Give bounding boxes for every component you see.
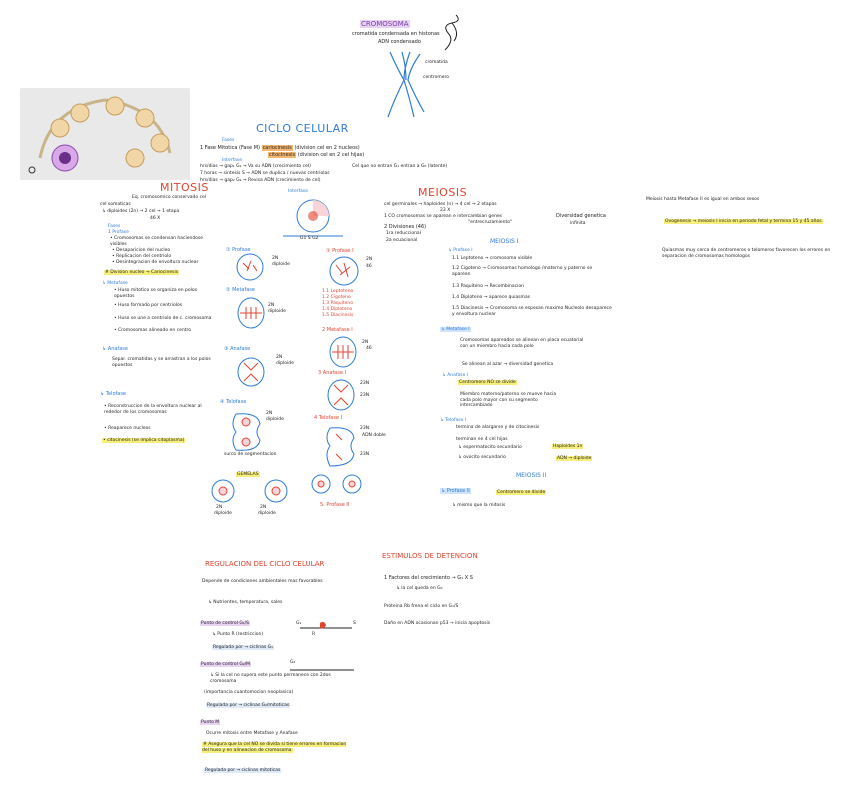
meiosis-l2d: infinita bbox=[570, 221, 586, 226]
mit-anafase-cell bbox=[236, 357, 266, 387]
diagram-g1-label: G₁ bbox=[296, 621, 302, 626]
regulacion-pc1: Punto de control G₁/S bbox=[201, 621, 250, 626]
diagram-s-label: S bbox=[353, 621, 356, 626]
mit-metafase-diploide: diploide bbox=[268, 309, 286, 314]
mitosis-p5: # Division nucleo → Cariocinesis bbox=[105, 270, 179, 275]
ciclo-citocinesis: citocinesis (division cel en 2 cel hijas) bbox=[269, 152, 365, 158]
mei-telofase1-23n: 23N bbox=[360, 426, 370, 431]
regulacion-pma: Ocurre mitosis entre Metafase y Anafase bbox=[206, 731, 298, 736]
meiosis-pro2b: Centromero se divide bbox=[497, 490, 546, 495]
mit-metafase-cell bbox=[236, 297, 266, 329]
ciclo-g0: Cel que no entran G₁ entran a G₀ (latente) bbox=[352, 164, 448, 169]
meiosis-te1: termina de alargarse y de citocinesis bbox=[456, 425, 540, 430]
g1-s-diagram bbox=[296, 620, 356, 640]
mit-telofase-label: ④ Telofase bbox=[220, 399, 247, 405]
mei-leptoteno: 1.1 Leptoteno bbox=[322, 289, 354, 294]
mitosis-l4: 46 X bbox=[150, 216, 161, 221]
meiosis-l3c: 2a ecuacional bbox=[386, 238, 418, 243]
centromero-label: centromero bbox=[423, 75, 450, 80]
daughter-cells-drawing bbox=[210, 478, 292, 504]
mei-anafase1-23n-b: 23N bbox=[360, 393, 370, 398]
mitosis-telofase: ↳ Telofase bbox=[100, 391, 127, 397]
regulacion-pc1b: Regulada por → ciclinas G₁ bbox=[213, 645, 273, 650]
mitosis-anafase: ↳ Anafase bbox=[102, 346, 128, 352]
mitosis-t1: • Reconstruccion de la envoltura nuclear al rededor de los cromosomas bbox=[104, 404, 202, 415]
cromosoma-line2: ADN condensado bbox=[378, 39, 421, 45]
mit-profase-2n: 2N bbox=[272, 256, 279, 261]
mitosis-l1: Eq. cromosomico conservado cel bbox=[132, 195, 207, 200]
cromosoma-title: CROMOSOMA bbox=[361, 20, 409, 28]
meiosis-te6: ADN → diploide bbox=[557, 456, 592, 461]
mit-profase-cell bbox=[235, 253, 265, 281]
regulacion-pm: Punto M bbox=[201, 720, 220, 725]
meiosis-pro1: ↳ Profase I bbox=[448, 248, 473, 253]
meiosis-l3b: 1ra reduccional bbox=[386, 231, 421, 236]
meiosis-an2: Miembro materno/paterno se mueve hacia cada polo mayor con su segmento intercambiado bbox=[460, 392, 557, 408]
mit-metafase-label: ② Metafase bbox=[226, 287, 255, 293]
mit-anafase-diploide: diploide bbox=[276, 361, 294, 366]
mei-telofase1-23n-b: 23N bbox=[360, 452, 370, 457]
dna-coil-drawing bbox=[440, 15, 470, 55]
daughter1-2n: 2N bbox=[216, 505, 223, 510]
estimulos-l3: Daño en ADN ocasionan p53 → inicia apoptosis bbox=[384, 621, 491, 626]
meiosis-me2: Se alinean al azar → diversidad genetica bbox=[462, 362, 554, 367]
meiosis-pro2c: ↳ mismo que la mitosis bbox=[452, 503, 506, 508]
regulacion-l2: ↳ Nutrientes, temperatura, sales bbox=[208, 600, 283, 605]
mei-profase1-46: 46 bbox=[366, 264, 372, 269]
meiosis-pr12: 1.2 Cigoteno → Cromosomas homologo /materno y paterno se aparean bbox=[452, 266, 593, 277]
meiosis-l1b: 23 X bbox=[440, 208, 451, 213]
meiosis-me1: Cromosomas apareados se alinean en placa ecuatorial con un miembro hacia cada polo bbox=[460, 338, 584, 349]
meiosis-l2b: "entrecruzamiento" bbox=[468, 220, 513, 225]
meiosis-telo1: ↳ Telofase I bbox=[440, 418, 467, 423]
regulacion-pc2c: Regulada por → ciclinas G₂/mitoticas bbox=[207, 703, 290, 708]
cromatida-label: cromatida bbox=[425, 60, 448, 65]
mit-telofase-cell bbox=[228, 410, 268, 454]
mei-profase1-label: ① Profase I bbox=[326, 248, 354, 254]
regulacion-pc1a: ↳ Punto R (restriccion) bbox=[212, 632, 264, 637]
cell-cycle-photo-drawing bbox=[20, 88, 190, 180]
mei-anafase1-23n-a: 23N bbox=[360, 381, 370, 386]
meiosis-meta1: ↳ Metafase I bbox=[441, 327, 470, 332]
mei-profase1-2n: 2N bbox=[366, 257, 373, 262]
regulacion-l1: Depende de condiciones ambientales mas favorables bbox=[202, 579, 323, 584]
mitosis-m2: • Huso formado por centriolos bbox=[114, 303, 183, 308]
meiosis-pr11: 1.1 Leptoteno → cromosoma visible bbox=[452, 256, 533, 261]
regulacion-pc2a: ↳ Si la cel no supera este punto permanece con 2dos cromosoma bbox=[210, 673, 331, 684]
meiosis-title: MEIOSIS bbox=[418, 186, 468, 199]
mitosis-m4: • Cromosomas alineado en centro bbox=[114, 328, 191, 333]
surco-label: surco de segmentacion bbox=[224, 452, 277, 457]
mit-profase-label: ① Profase bbox=[226, 247, 251, 253]
mei-profase1-cell bbox=[326, 255, 362, 287]
mei-metafase1-46: 46 bbox=[366, 346, 372, 351]
meiosis-te4: ↳ ovocito secundario bbox=[458, 455, 506, 460]
meiosis-l2: 1 CO cromosomas se aparean e intercambian genes bbox=[384, 214, 502, 219]
interfase-label: Interfase bbox=[288, 189, 309, 194]
meiosis-pr13: 1.3 Paquiteno → Recombinacion bbox=[452, 284, 524, 289]
diagram-r-label: R bbox=[312, 632, 316, 637]
mit-telofase-diploide: diploide bbox=[266, 417, 284, 422]
mei-metafase1-cell bbox=[328, 336, 358, 368]
meiosis-pro2: ↳ Profase II bbox=[441, 488, 470, 494]
mitosis-p2: • Desaparicion del nucleo bbox=[112, 248, 171, 253]
daughter2-2n: 2N bbox=[260, 505, 267, 510]
mit-anafase-label: ③ Anafase bbox=[224, 346, 251, 352]
cromosoma-line1: cromatida condensada en histonas bbox=[352, 31, 440, 37]
mitosis-t3: • citocinesis (se implica citoplasma) bbox=[103, 438, 185, 443]
mitosis-l3: ↳ diploides (2n) → 2 cel → 1 etapa bbox=[102, 209, 180, 214]
note-right-2: Ovogenesis → meiosis I inicia en periodo fetal y termina 15 y 45 años bbox=[665, 219, 822, 224]
mitosis-fases: Fases bbox=[108, 224, 121, 229]
regulacion-title: REGULACION DEL CICLO CELULAR bbox=[205, 560, 325, 568]
mit-profase-diploide: diploide bbox=[272, 262, 290, 267]
cell-cycle-photo bbox=[20, 88, 190, 180]
mit-anafase-2n: 2N bbox=[276, 355, 283, 360]
mit-telofase-2n: 2N bbox=[266, 411, 273, 416]
daughter1-diploide: diploide bbox=[214, 511, 232, 516]
gemelas-label: GEMELAS bbox=[237, 472, 259, 477]
mei-diacinesis: 1.5 Diacinesis bbox=[322, 313, 354, 318]
regulacion-pmc: Regulada por → ciclinas mitoticas bbox=[205, 768, 281, 773]
ciclo-g1: hrs/dias → gap₁ G₁ → Va su ADN (crecimiento cel) bbox=[200, 164, 311, 169]
meiosis-l2c: Diversidad genetica bbox=[556, 213, 606, 219]
mei-telofase1-adn: ADN doble bbox=[362, 433, 386, 438]
meiosis-pr14: 1.4 Diploteno → aparece quiasmas bbox=[452, 295, 531, 300]
ciclo-title: CICLO CELULAR bbox=[256, 122, 349, 135]
mei-telofase1-cell bbox=[322, 424, 358, 470]
meiosis-te2: terminan en 4 cel hijas bbox=[456, 437, 508, 442]
mitosis-p4: • Desintegracion de envoltura nuclear bbox=[112, 260, 199, 265]
mitosis-a1: Separ. cromatidas y se arrastran a los polos opuestos bbox=[112, 357, 211, 368]
ciclo-interfase: Interfase bbox=[222, 158, 243, 163]
note-right-1: Meiosis hasta Metafase II es igual en ambos sexos bbox=[646, 197, 760, 202]
meiosis-te5: Haploides 1n bbox=[553, 444, 583, 449]
mei-anafase1-cell bbox=[326, 379, 356, 411]
regulacion-pmb: # Asegura que la cel NO se divida si tiene errores en formacion del huso y en alineacion de cromosoma bbox=[202, 742, 347, 753]
mitosis-metafase: ↳ Metafase bbox=[102, 281, 128, 286]
mei-metafase1-2n: 2N bbox=[362, 340, 369, 345]
ciclo-g2: hrs/dias → gap₂ G₂ → Revisa ADN (crecimiento de cel) bbox=[200, 178, 321, 183]
meiosis-te3: ↳ espermatocito secundario bbox=[458, 445, 522, 450]
mei-diploteno: 1.4 Diploteno bbox=[322, 307, 353, 312]
note-right-3: Quiasmas muy cerca de centromeros o telomeros favorecen los errores en separacion de cromosomas homologos bbox=[662, 248, 831, 259]
mei-cigoteno: 1.2 Cigoteno bbox=[322, 295, 351, 300]
mit-metafase-2n: 2N bbox=[268, 303, 275, 308]
regulacion-pc2b: (importancia cuantomocion neoplasica) bbox=[204, 690, 294, 695]
meiosis-sub1: MEIOSIS I bbox=[490, 238, 519, 245]
mei-anafase1-label: 3 Anafase I bbox=[318, 370, 346, 376]
mei-metafase1-label: 2 Metafase I bbox=[322, 327, 353, 333]
mitosis-p3: • Replicacion del centriolo bbox=[112, 254, 172, 259]
ciclo-mitotica: 1 Fase Mitotica (Fase M) cariocinesis (division cel en 2 nucleos) bbox=[200, 145, 360, 151]
mitosis-t2: • Reaparece nucleos bbox=[104, 426, 151, 431]
ciclo-fases: Fases bbox=[222, 138, 235, 143]
meiosis-sub2: MEIOSIS II bbox=[516, 472, 547, 479]
regulacion-pc2: Punto de control G₂/M bbox=[201, 662, 251, 667]
estimulos-l1: 1 Factores del crecimiento → G₁ X S bbox=[384, 575, 473, 581]
ciclo-s: 7 horas → sintesis S → ADN se duplica / nuevas centriolas bbox=[200, 171, 330, 176]
mei-haploid-cells bbox=[312, 470, 362, 500]
mitosis-m1: • Huso mitotico se organiza en polos opuestos bbox=[114, 288, 198, 299]
meiosis-l3: 2 Divisiones (46) bbox=[384, 224, 427, 230]
meiosis-l1: cel germinales → haploides (n) → 4 cel → 2 etapas bbox=[384, 202, 497, 207]
meiosis-ana1: ↳ Anafase I bbox=[442, 373, 469, 378]
interfase-small: G1 S G2 bbox=[300, 236, 319, 241]
estimulos-title: ESTIMULOS DE DETENCION bbox=[382, 552, 478, 560]
meiosis-an1: Centromero NO se divide bbox=[459, 380, 516, 385]
mitosis-m3: • Huso se une a centriolo de c. cromosoma bbox=[114, 316, 212, 321]
estimulos-l2: Proteina Rb frena el ciclo en G₁/S bbox=[384, 604, 459, 609]
estimulos-l1b: ↳ la cel queda en G₀ bbox=[396, 586, 443, 591]
mitosis-title: MITOSIS bbox=[160, 181, 209, 194]
mei-telofase1-label: 4 Telofase I bbox=[314, 415, 343, 421]
daughter2-diploide: diploide bbox=[258, 511, 276, 516]
mei-profase2-label: 5. Profase II bbox=[320, 502, 350, 508]
mitosis-profase: 1 Profase bbox=[108, 230, 129, 235]
mei-paquiteno: 1.3 Paquiteno bbox=[322, 301, 353, 306]
meiosis-pr15: 1.5 Diacinesis → Cromosoma se espesan maximo Nucleolo desaparece y envoltura nuclear bbox=[452, 306, 612, 317]
mitosis-l2: cel somaticas bbox=[100, 202, 131, 207]
diagram-g2-label: G₂ bbox=[290, 660, 296, 665]
mitosis-p1: • Cromosomas se condensan haciendose visibles bbox=[110, 236, 204, 247]
